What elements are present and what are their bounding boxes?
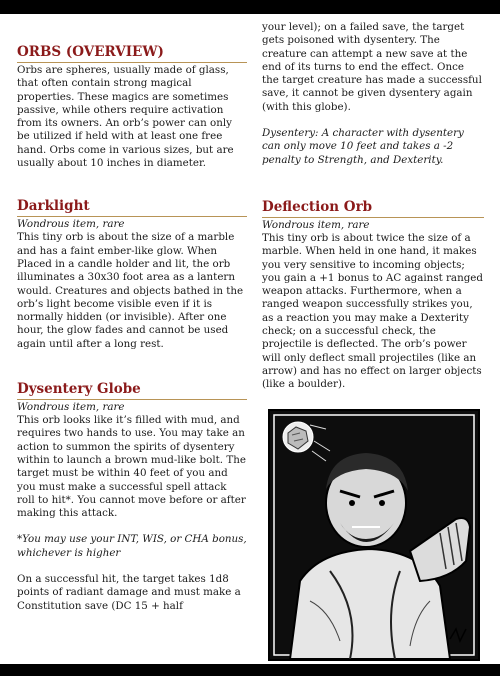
dysentery-globe-text: This orb looks like it’s filled with mud, and requires two hands to use. You may take an action to summon the spirits of dysentery within to launch a brown mud-like bolt. The target must be within 40 feet of you and you must make a successful spell attack roll to hit*. You cannot move before or after making this attack.: [17, 414, 246, 520]
dysentery-globe-heading: Dysentery Globe: [17, 381, 247, 400]
right-column: [262, 14, 484, 392]
bottom-border: [0, 664, 500, 676]
dysentery-footnote: *You may use your INT, WIS, or CHA bonus, whichever is higher: [17, 533, 247, 559]
dysentery-globe-subtitle: Wondrous item, rare: [17, 401, 125, 414]
illustration-drawing: [270, 411, 478, 659]
darklight-subtitle: Wondrous item, rare: [17, 218, 125, 231]
deflection-orb-subtitle: Wondrous item, rare: [262, 218, 370, 231]
dysentery-globe-text-continued: On a successful hit, the target takes 1d8 points of radiant damage and must make a Constitution save (DC 15 + half: [17, 573, 241, 612]
darklight-text: This tiny orb is about the size of a marble and has a faint ember-like glow. When Placed in a candle holder and lit, the orb illuminates a 30x30 foot area as a lantern would. Creatures and objects bathed in the orb’s light become visible even if it is normally hidden (or invisible). After one hour, the glow fades and cannot be used again until after a long rest.: [17, 231, 244, 350]
left-column: [17, 14, 247, 613]
dysentery-condition-note: Dysentery: A character with dysentery can only move 10 feet and takes a -2 penalty to Strength, and Dexterity.: [262, 127, 464, 166]
dysentery-globe-text-continued-right: your level); on a failed save, the target gets poisoned with dysentery. The creature can attempt a new save at the end of its turns to end the effect. Once the target creature has made a successful save, it cannot be given dysentery again (with this globe).: [262, 21, 482, 113]
orbs-overview-heading: ORBS (OVERVIEW): [17, 44, 247, 63]
deflection-orb-heading: Deflection Orb: [262, 199, 484, 218]
deflection-orb-text: This tiny orb is about twice the size of a marble. When held in one hand, it makes you very sensitive to incoming objects; you gain a +1 bonus to AC against ranged weapon attacks. Furthermore, when a ranged weapon successfully strikes you, as a reaction you may make a Dexterity check; on a successful check, the projectile is deflected. The orb’s power will only deflect small projectiles (like an arrow) and has no effect on larger objects (like a boulder).: [262, 231, 483, 391]
top-border: [0, 0, 500, 14]
illustration-monk-deflecting-orb: [268, 409, 480, 661]
darklight-heading: Darklight: [17, 198, 247, 217]
orbs-overview-text: Orbs are spheres, usually made of glass, that often contain strong magical properties. These magics are sometimes passive, while others require activation from its owners. An orb’s power can only be utilized if held with at least one free hand. Orbs come in various sizes, but are usually about 10 inches in diameter.: [17, 64, 234, 170]
